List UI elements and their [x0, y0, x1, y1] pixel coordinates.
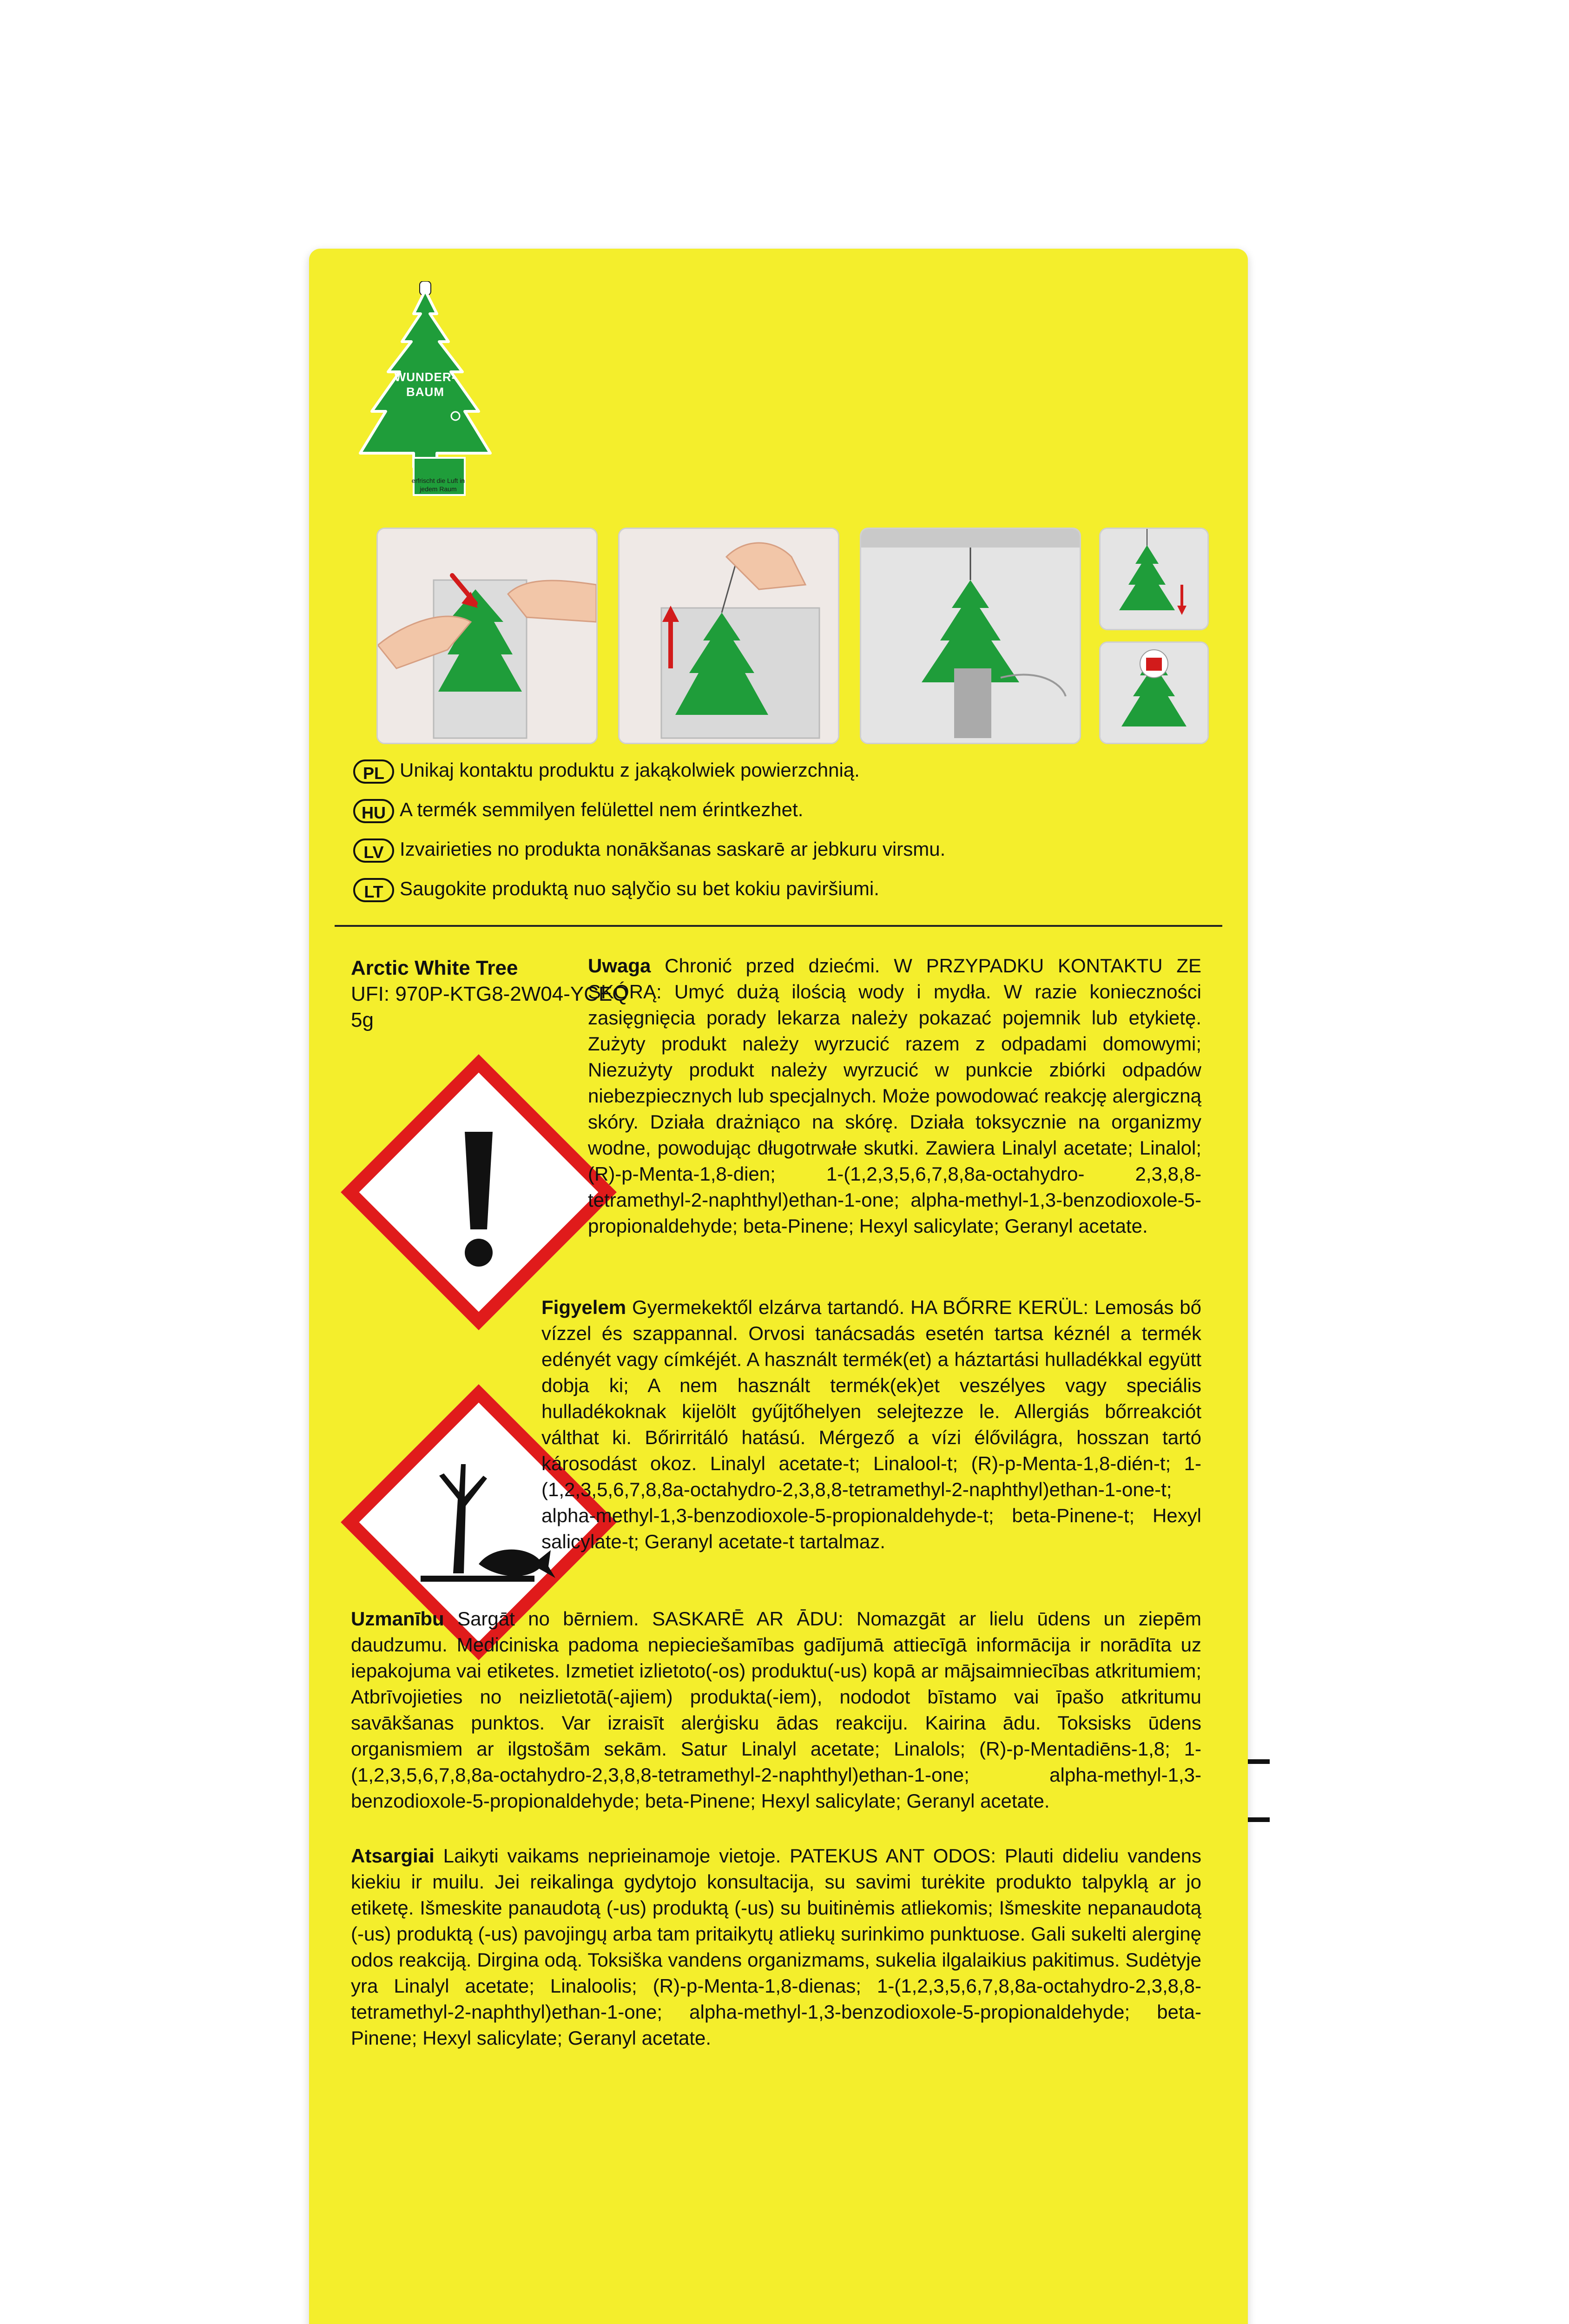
- product-weight: 5g: [351, 1009, 374, 1031]
- warning-hu: [353, 795, 1190, 825]
- lang-code: LV: [353, 838, 394, 863]
- lang-code: LT: [353, 878, 394, 902]
- brand-slogan: erfrischt die Luft in jedem Raum: [411, 477, 465, 493]
- section-heading: Figyelem: [541, 1296, 626, 1318]
- warning-text: A termék semmilyen felülettel nem érintkezhet.: [400, 799, 804, 820]
- lang-code: HU: [353, 799, 394, 823]
- warning-text: Izvairieties no produkta nonākšanas saskarē ar jebkuru virsmu.: [400, 838, 946, 860]
- section-heading: Atsargiai: [351, 1845, 435, 1867]
- instruction-step-3: [860, 528, 1081, 744]
- instruction-step-4b: [1099, 641, 1209, 744]
- package-card: [309, 249, 1248, 2324]
- section-text: Chronić przed dziećmi. W PRZYPADKU KONTAKTU ZE SKÓRĄ: Umyć dużą ilością wody i mydła. W razie konieczności zasięgnięcia porady lekarza należy pokazać pojemnik lub etykietę. Zużyty produkt należy wyrzucić razem z odpadami domowymi; Niezużyty produkt należy wyrzucić w punkcie zbiórki odpadów niebezpiecznych lub specjalnych. Może powodować reakcję alergiczną skóry. Działa drażniąco na skórę. Działa toksycznie na organizmy wodne, powodując długotrwałe skutki. Zawiera Linalyl acetate; Linalol; (R)-p-Menta-1,8-dien; 1-(1,2,3,5,6,7,8,8a-octahydro- 2,3,8,8-tetramethyl-2-naphthyl)ethan-1-one; alpha-methyl-1,3-benzodioxole-5-propionaldehyde; beta-Pinene; Hexyl salicylate; Geranyl acetate.: [588, 955, 1201, 1237]
- warning-block-hu: [541, 1294, 1201, 1555]
- wunderbaum-logo: [356, 281, 495, 500]
- product-name: Arctic White Tree: [351, 957, 518, 979]
- tree-hanging-icon: [1101, 529, 1207, 629]
- brand-name: WUNDER-BAUM: [394, 370, 456, 399]
- tree-weekly-icon: [1101, 643, 1207, 743]
- section-heading: Uwaga: [588, 955, 651, 977]
- section-text: Gyermekektől elzárva tartandó. HA BŐRRE KERÜL: Lemosás bő vízzel és szappannal. Orvosi tanácsadás esetén tartsa kéznél a termék edényét vagy címkéjét. A használt termék(et) a háztartási hulladékkal együtt dobja ki; A nem használt termék(ek)et veszélyes vagy speciális hulladékoknak kijelölt gyűjtőhelyen selejtezze le. Allergiás bőrreakciót válthat ki. Bőrirritáló hatású. Mérgező a vízi élővilágra, hosszan tartó károsodást okoz. Linalyl acetate-t; Linalool-t; (R)-p-Menta-1,8-dién-t; 1-(1,2,3,5,6,7,8,8a-octahydro-2,3,8,8-tetramethyl-2-naphthyl)ethan-1-one-t; alpha-methyl-1,3-benzodioxole-5-propionaldehyde-t; beta-Pinene-t; Hexyl salicylate-t; Geranyl acetate-t tartalmaz.: [541, 1296, 1201, 1552]
- instruction-step-1: [376, 528, 598, 744]
- warning-lv: [353, 834, 1190, 864]
- section-text: Laikyti vaikams neprieinamoje vietoje. PATEKUS ANT ODOS: Plauti dideliu vandens kiekiu ir muilu. Jei reikalinga gydytojo konsultacija, su savimi turėkite produkto talpyklą ar jo etiketę. Išmeskite panaudotą (-us) produktą (-us) su buitinėmis atliekomis; Išmeskite nepanaudotą (-us) produktą (-us) pavojingų arba tam pritaikytų atliekų surinkimo punktuose. Gali sukelti alerginę odos reakciją. Dirgina odą. Toksiška vandens organizmams, sukelia ilgalaikius pakitimus. Sudėtyje yra Linalyl acetate; Linaloolis; (R)-p-Menta-1,8-dienas; 1-(1,2,3,5,6,7,8,8a-octahydro-2,3,8,8-tetramethyl-2-naphthyl)ethan-1-one; alpha-methyl-1,3-benzodioxole-5-propionaldehyde; beta-Pinene; Hexyl salicylate; Geranyl acetate.: [351, 1845, 1201, 2049]
- hang-tree-icon: [861, 529, 1080, 743]
- divider: [335, 925, 1222, 927]
- product-ufi: UFI: 970P-KTG8-2W04-YCEQ: [351, 983, 628, 1005]
- exclamation-hazard-pictogram: [339, 1053, 618, 1332]
- warning-text: Unikaj kontaktu produktu z jakąkolwiek powierzchnią.: [400, 759, 860, 781]
- pull-string-icon: [620, 529, 838, 743]
- instruction-step-2: [618, 528, 839, 744]
- warning-block-pl: [588, 953, 1201, 1239]
- product-info: [351, 955, 628, 1033]
- warning-pl: [353, 755, 1190, 785]
- open-wrapper-icon: [378, 529, 596, 743]
- warning-block-lv: [351, 1606, 1201, 1814]
- warning-lt: [353, 874, 1190, 904]
- lang-code: PL: [353, 759, 394, 784]
- warning-block-lt: [351, 1843, 1201, 2051]
- section-text: Sargāt no bērniem. SASKARĒ AR ĀDU: Nomazgāt ar lielu ūdens un ziepēm daudzumu. Mediciniska padoma nepieciešamības gadījumā attiecīgā informācija ir norādīta uz iepakojuma vai etiketes. Izmetiet izlietoto(-os) produktu(-us) kopā ar mājsaimniecības atkritumiem; Atbrīvojieties no neizlietotā(-ajiem) produkta(-iem), nododot bīstamo vai īpašo atkritumu savākšanas punktos. Var izraisīt alerģisku ādas reakciju. Kairina ādu. Toksisks ūdens organismiem ar ilgstošām sekām. Satur Linalyl acetate; Linalols; (R)-p-Mentadiēns-1,8; 1-(1,2,3,5,6,7,8,8a-octahydro-2,3,8,8-tetramethyl-2-naphthyl)ethan-1-one; alpha-methyl-1,3-benzodioxole-5-propionaldehyde; beta-Pinene; Hexyl salicylate; Geranyl acetate.: [351, 1608, 1201, 1812]
- warning-text: Saugokite produktą nuo sąlyčio su bet kokiu paviršiumi.: [400, 878, 879, 899]
- instruction-step-4a: [1099, 528, 1209, 630]
- exclamation-mark-icon: [339, 1053, 618, 1332]
- section-heading: Uzmanību: [351, 1608, 444, 1630]
